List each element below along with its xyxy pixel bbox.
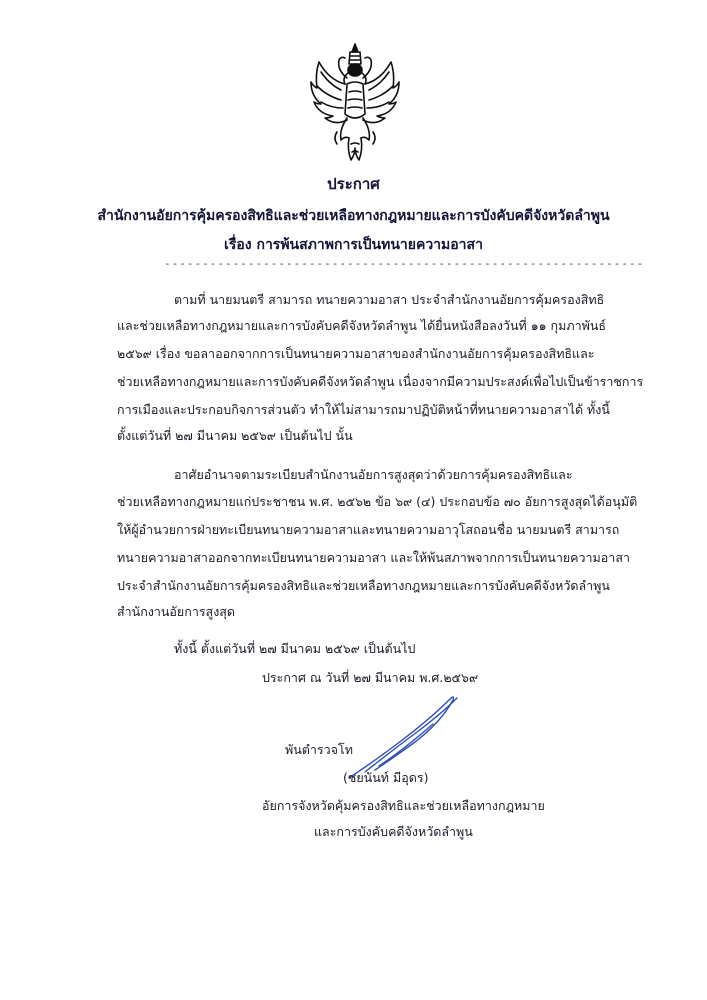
- paragraph-2-line: ให้ผู้อำนวยการฝ่ายทะเบียนทนายความอาสาและทนายความอาวุโสถอนชื่อ นายมนตรี สามารถ: [117, 522, 620, 537]
- signer-position-line1: อัยการจังหวัดคุ้มครองสิทธิและช่วยเหลือทางกฎหมาย: [262, 798, 545, 813]
- garuda-emblem-icon: [307, 40, 403, 165]
- paragraph-2-line: อาศัยอำนาจตามระเบียบสำนักงานอัยการสูงสุดว่าด้วยการคุ้มครองสิทธิและ: [174, 467, 573, 482]
- subject-line: เรื่อง การพ้นสภาพการเป็นทนายความอาสา: [224, 237, 483, 253]
- signer-rank: พันตำรวจโท: [285, 742, 353, 757]
- announcement-date: ประกาศ ณ วันที่ ๒๗ มีนาคม พ.ศ.๒๕๖๙: [262, 670, 479, 685]
- paragraph-1-line: ช่วยเหลือทางกฎหมายและการบังคับคดีจังหวัดลำพูน เนื่องจากมีความประสงค์เพื่อไปเป็นข้าราชการ: [117, 374, 644, 389]
- paragraph-1-line: ๒๕๖๙ เรื่อง ขอลาออกจากการเป็นทนายความอาสาของสำนักงานอัยการคุ้มครองสิทธิและ: [117, 346, 595, 361]
- divider-line: ---------------------------------------------------------------: [164, 257, 645, 270]
- paragraph-2-line: ช่วยเหลือทางกฎหมายแก่ประชาชน พ.ศ. ๒๕๖๒ ข้อ ๖๙ (๔) ประกอบข้อ ๗๐ อัยการสูงสุดได้อนุมัติ: [117, 494, 638, 509]
- paragraph-1-line: และช่วยเหลือทางกฎหมายและการบังคับคดีจังหวัดลำพูน ได้ยื่นหนังสือลงวันที่ ๑๑ กุมภาพันธ์: [117, 318, 607, 333]
- paragraph-2-line: สำนักงานอัยการสูงสุด: [117, 604, 236, 619]
- announcement-title: ประกาศ: [327, 175, 380, 193]
- paragraph-1-line: ตามที่ นายมนตรี สามารถ ทนายความอาสา ประจำสำนักงานอัยการคุ้มครองสิทธิ: [174, 292, 605, 307]
- signer-position-line2: และการบังคับคดีจังหวัดลำพูน: [314, 824, 473, 839]
- office-name: สำนักงานอัยการคุ้มครองสิทธิและช่วยเหลือทางกฎหมายและการบังคับคดีจังหวัดลำพูน: [97, 208, 610, 224]
- signer-name: (ชยนันท์ มีอุดร): [343, 770, 429, 785]
- paragraph-2-line: ประจำสำนักงานอัยการคุ้มครองสิทธิและช่วยเหลือทางกฎหมายและการบังคับคดีจังหวัดลำพูน: [117, 578, 610, 593]
- paragraph-3-line: ทั้งนี้ ตั้งแต่วันที่ ๒๗ มีนาคม ๒๕๖๙ เป็นต้นไป: [174, 641, 416, 656]
- paragraph-1-line: ตั้งแต่วันที่ ๒๗ มีนาคม ๒๕๖๙ เป็นต้นไป นั้น: [117, 428, 353, 443]
- paragraph-1-line: การเมืองและประกอบกิจการส่วนตัว ทำให้ไม่สามารถมาปฏิบัติหน้าที่ทนายความอาสาได้ ทั้งนี้: [117, 402, 610, 417]
- paragraph-2-line: ทนายความอาสาออกจากทะเบียนทนายความอาสา และให้พ้นสภาพจากการเป็นทนายความอาสา: [117, 550, 630, 565]
